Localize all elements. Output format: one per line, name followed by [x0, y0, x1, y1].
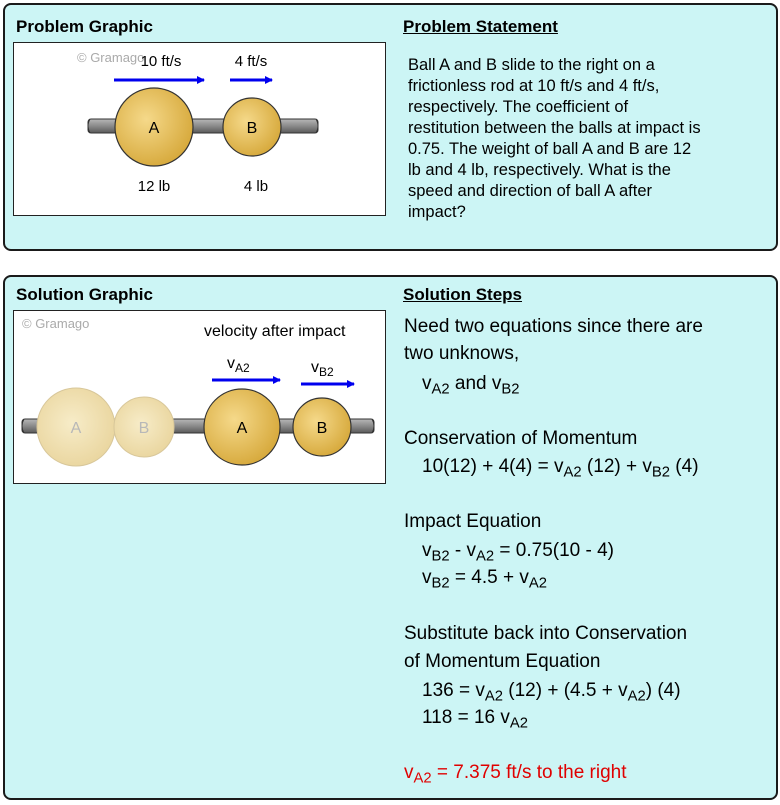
velocity-b-label: 4 ft/s: [234, 53, 268, 70]
problem-statement-heading: Problem Statement: [403, 17, 558, 36]
problem-figure: [13, 42, 386, 216]
velocity-b2-label: $v_{B2}$: [311, 359, 334, 379]
solution-panel: [3, 275, 778, 800]
substitute-equation-2: 118 = 16 $v_{A2}$: [422, 707, 528, 732]
intro-line: Need two equations since there are: [404, 316, 703, 337]
statement-line: frictionless rod at 10 ft/s and 4 ft/s,: [408, 77, 660, 95]
statement-line: restitution between the balls at impact is: [408, 119, 701, 137]
copyright-text: © Gramago: [22, 316, 90, 331]
velocity-a2-label: $v_{A2}$: [227, 355, 250, 375]
ball-b-label: B: [246, 120, 258, 137]
ghost-ball-b-label: B: [138, 420, 150, 437]
solution-figure: [13, 310, 386, 484]
impact-equation-1: $v_{B2} - v_{A2} = 0.75(10 - 4)$: [422, 540, 615, 565]
weight-a-label: 12 lb: [137, 178, 171, 195]
velocity-a-label: 10 ft/s: [140, 53, 182, 70]
final-answer: $v_{A2} = 7.375$ ft/s to the right: [404, 762, 627, 787]
velocity-after-impact-caption: velocity after impact: [204, 323, 346, 340]
problem-panel: [3, 3, 778, 251]
problem-statement: [408, 55, 768, 223]
statement-line: lb and 4 lb, respectively. What is the: [408, 161, 671, 179]
substitute-line: of Momentum Equation: [404, 651, 601, 672]
ghost-ball-a-label: A: [70, 420, 82, 437]
statement-line: Ball A and B slide to the right on a: [408, 56, 655, 74]
impact-equation-2: $v_{B2} = 4.5 + v_{A2}$: [422, 567, 547, 592]
ball-a-label: A: [148, 120, 160, 137]
statement-line: speed and direction of ball A after: [408, 182, 653, 200]
copyright-text: © Gramago: [77, 50, 145, 65]
statement-line: 0.75. The weight of ball A and B are 12: [408, 140, 692, 158]
momentum-title: Conservation of Momentum: [404, 428, 638, 449]
statement-line: respectively. The coefficient of: [408, 98, 629, 116]
weight-b-label: 4 lb: [243, 178, 269, 195]
ball-b-label: B: [316, 420, 328, 437]
statement-line: impact?: [408, 203, 466, 221]
ball-a-label: A: [236, 420, 248, 437]
substitute-line: Substitute back into Conservation: [404, 623, 688, 644]
momentum-equation: $10(12) + 4(4) = v_{A2}$ $(12) + v_{B2}$ (4): [422, 456, 699, 481]
solution-steps-heading: Solution Steps: [403, 285, 522, 304]
solution-diagram: [14, 311, 387, 485]
unknowns-line: $v_{A2}$ and $v_{B2}$: [422, 373, 520, 398]
intro-line: two unknows,: [404, 343, 520, 364]
impact-title: Impact Equation: [404, 511, 542, 532]
substitute-equation-1: $136 = v_{A2}$ $(12) + (4.5 + v_{A2})$ (4): [422, 680, 681, 705]
problem-diagram: [14, 43, 387, 217]
solution-graphic-heading: Solution Graphic: [16, 285, 153, 304]
problem-graphic-heading: Problem Graphic: [16, 17, 153, 36]
